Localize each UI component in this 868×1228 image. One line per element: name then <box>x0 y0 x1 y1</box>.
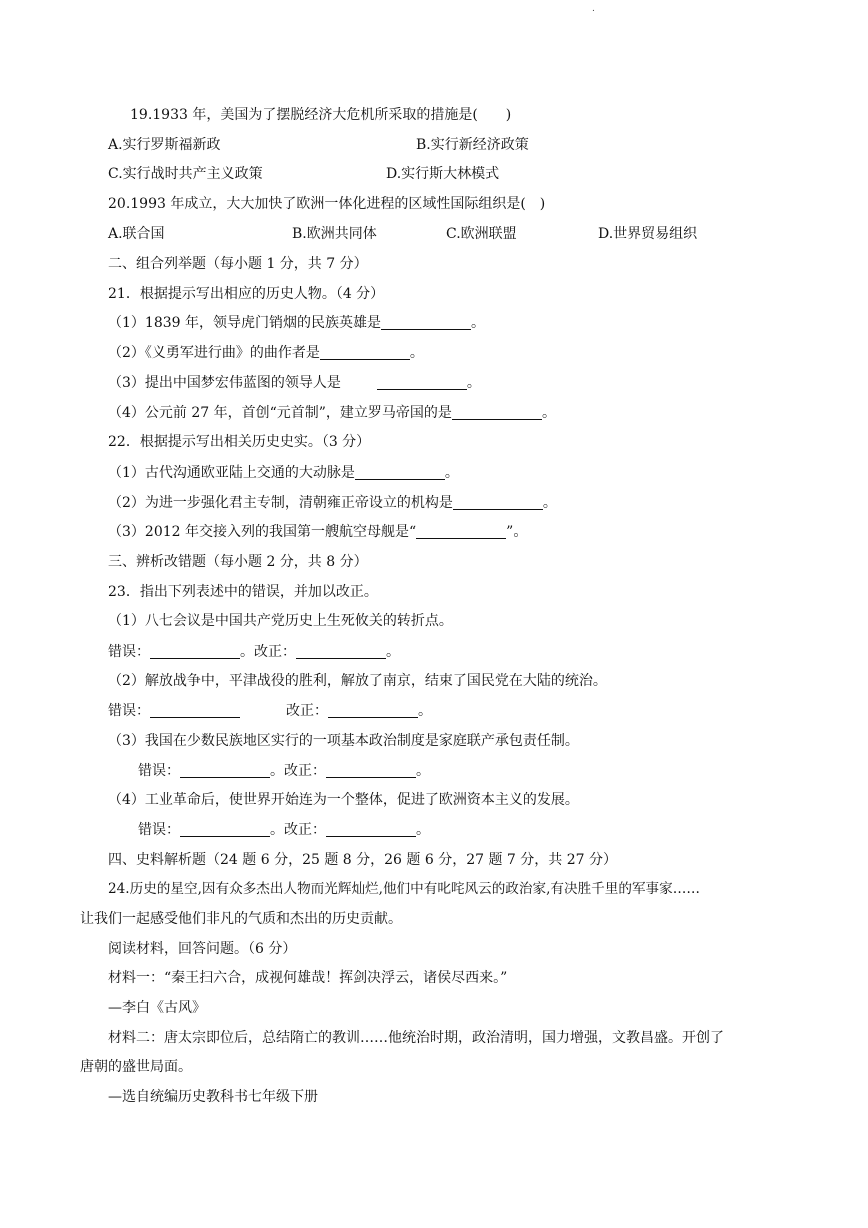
q22-item-2-text: （2）为进一步强化君主专制，清朝雍正帝设立的机构是 <box>108 495 453 511</box>
q22-item-2 <box>108 494 557 512</box>
answer-blank[interactable] <box>320 345 410 360</box>
fix-blank[interactable] <box>296 644 386 659</box>
answer-blank[interactable] <box>453 495 543 510</box>
q23-item-3: （3）我国在少数民族地区实行的一项基本政治制度是家庭联产承包责任制。 <box>108 733 579 749</box>
q24-instruction: 阅读材料，回答问题。（6 分） <box>108 941 297 957</box>
separator: 。 <box>270 822 284 838</box>
error-blank[interactable] <box>180 822 270 837</box>
q23-item-4: （4）工业革命后，使世界开始连为一个整体，促进了欧洲资本主义的发展。 <box>108 792 579 808</box>
q21-item-1-text: （1）1839 年，领导虎门销烟的民族英雄是 <box>108 315 381 331</box>
fix-blank[interactable] <box>326 763 416 778</box>
q22-item-2-end: 。 <box>542 495 557 511</box>
section3-title: 三、辨析改错题（每小题 2 分，共 8 分） <box>108 554 368 570</box>
fix-label: 改正： <box>284 763 326 779</box>
fix-blank[interactable] <box>326 822 416 837</box>
answer-blank[interactable] <box>416 524 506 539</box>
answer-blank[interactable] <box>355 465 445 480</box>
row-end: 。 <box>416 763 430 779</box>
q22-item-1-end: 。 <box>444 465 459 481</box>
q21-item-3-text: （3）提出中国梦宏伟蓝图的领导人是 <box>108 375 341 391</box>
q22-item-3-text: （3）2012 年交接入列的我国第一艘航空母舰是“ <box>108 524 417 540</box>
q20-option-b: B.欧洲共同体 <box>292 226 377 242</box>
q22-item-1 <box>108 464 459 482</box>
row-end: 。 <box>418 703 432 719</box>
fix-label: 改正： <box>284 822 326 838</box>
q24-material2-line1: 材料二：唐太宗即位后，总结隋亡的教训……他统治时期，政治清明，国力增强，文教昌盛。开创了 <box>108 1030 724 1046</box>
answer-blank[interactable] <box>452 405 542 420</box>
q21-item-2-end: 。 <box>409 345 424 361</box>
q20-option-d: D.世界贸易组织 <box>598 226 698 242</box>
error-label: 错误： <box>138 763 180 779</box>
q21-item-1-end: 。 <box>471 315 485 331</box>
error-label: 错误： <box>108 644 150 660</box>
q20-option-c: C.欧洲联盟 <box>446 226 517 242</box>
q24-source2: —选自统编历史教科书七年级下册 <box>108 1089 318 1105</box>
q20-stem: 20.1993 年成立，大大加快了欧洲一体化进程的区域性国际组织是( ) <box>108 196 546 212</box>
error-label: 错误： <box>138 822 180 838</box>
row-end: 。 <box>416 822 430 838</box>
q24-material1: 材料一：“秦王扫六合，成视何雄哉！挥剑决浮云，诸侯尽西来。” <box>108 970 508 986</box>
q23-answer-row-1 <box>108 643 400 661</box>
header-mark: . <box>592 4 595 14</box>
q22-item-3 <box>108 523 527 541</box>
error-blank[interactable] <box>150 703 240 718</box>
q23-stem: 23．指出下列表述中的错误，并加以改正。 <box>108 584 378 600</box>
q22-item-1-text: （1）古代沟通欧亚陆上交通的大动脉是 <box>108 465 355 481</box>
q23-answer-row-3 <box>138 762 430 780</box>
q24-source1: —李白《古风》 <box>108 1000 206 1016</box>
q24-intro-line1: 24.历史的星空,因有众多杰出人物而光辉灿烂,他们中有叱咤风云的政治家,有决胜千里的军事家…… <box>108 881 700 897</box>
q23-answer-row-4 <box>138 821 430 839</box>
q23-item-1: （1）八七会议是中国共产党历史上生死攸关的转折点。 <box>108 613 453 629</box>
q24-material2-line2: 唐朝的盛世局面。 <box>80 1059 192 1075</box>
answer-blank[interactable] <box>377 375 467 390</box>
q23-answer-row-2 <box>108 702 432 720</box>
separator: 。 <box>270 763 284 779</box>
error-label: 错误： <box>108 703 150 719</box>
q19-option-b: B.实行新经济政策 <box>416 137 529 153</box>
q21-item-2 <box>108 344 424 362</box>
error-blank[interactable] <box>150 644 240 659</box>
separator: 。 <box>240 644 254 660</box>
q21-item-2-text: （2）《义勇军进行曲》的曲作者是 <box>108 345 320 361</box>
q23-item-2: （2）解放战争中，平津战役的胜利，解放了南京，结束了国民党在大陆的统治。 <box>108 673 607 689</box>
q21-item-3-end: 。 <box>466 375 481 391</box>
answer-blank[interactable] <box>381 315 471 330</box>
q21-item-4 <box>108 404 556 422</box>
q20-option-a: A.联合国 <box>108 226 165 242</box>
q22-item-3-end: ”。 <box>506 524 528 540</box>
q21-item-1 <box>108 314 485 332</box>
q19-stem: 19.1933 年，美国为了摆脱经济大危机所采取的措施是( ) <box>130 107 512 123</box>
q21-item-4-end: 。 <box>541 405 556 421</box>
error-blank[interactable] <box>180 763 270 778</box>
q19-option-a: A.实行罗斯福新政 <box>108 137 221 153</box>
q24-intro-line2: 让我们一起感受他们非凡的气质和杰出的历史贡献。 <box>80 911 402 927</box>
fix-label: 改正： <box>286 703 328 719</box>
fix-label: 改正： <box>254 644 296 660</box>
section4-title: 四、史料解析题（24 题 6 分，25 题 8 分，26 题 6 分，27 题 7 分，共 27 分） <box>108 852 618 868</box>
q19-option-c: C.实行战时共产主义政策 <box>108 166 263 182</box>
q19-option-d: D.实行斯大林模式 <box>386 166 500 182</box>
q22-stem: 22．根据提示写出相关历史史实。（3 分） <box>108 434 371 450</box>
row-end: 。 <box>386 644 400 660</box>
section2-title: 二、组合列举题（每小题 1 分，共 7 分） <box>108 256 368 272</box>
fix-blank[interactable] <box>328 703 418 718</box>
q21-item-3 <box>108 374 481 392</box>
q21-stem: 21．根据提示写出相应的历史人物。（4 分） <box>108 286 385 302</box>
q21-item-4-text: （4）公元前 27 年，首创“元首制”，建立罗马帝国的是 <box>108 405 452 421</box>
